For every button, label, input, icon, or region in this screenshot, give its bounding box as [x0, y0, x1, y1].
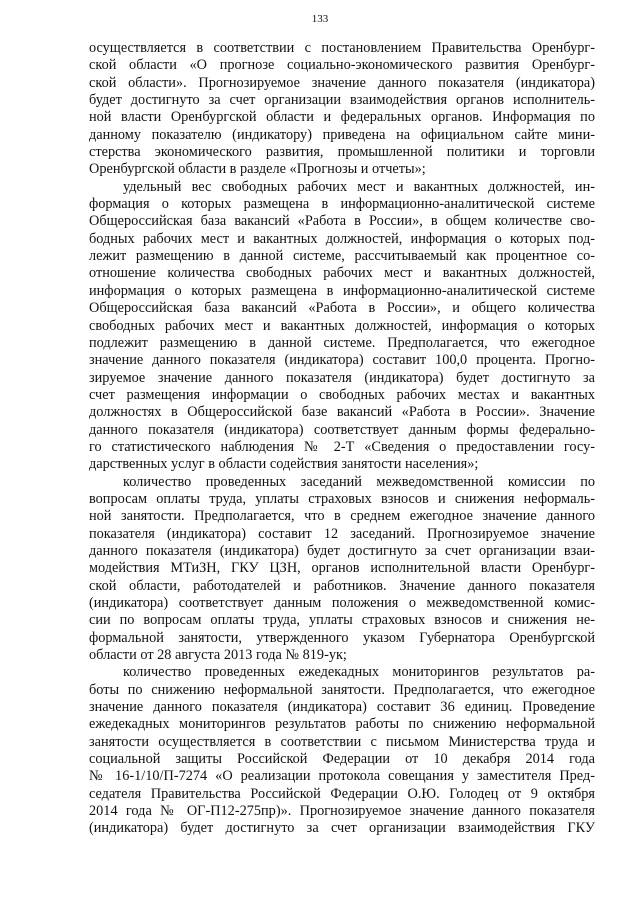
text-line: количество проведенных заседаний межведомственной комиссии по [123, 473, 595, 490]
text-line: счет размещения информации о свободных рабочих местах и вакантных [89, 386, 595, 403]
text-line: свободных рабочих мест и вакантных должностей, информация о которых [89, 317, 595, 334]
text-line: № 16-1/10/П-7274 «О реализации протокола совещания у заместителя Пред- [89, 768, 595, 785]
text-line: стерства экономического развития, промышленной политики и торговли [89, 144, 595, 161]
text-line: социальной защиты Российской Федерации от 10 декабря 2014 года [89, 751, 595, 768]
document-body [89, 40, 595, 838]
text-line: Общероссийская база вакансий «Работа в России», и общего количества [89, 300, 595, 317]
text-line: отношение количества свободных рабочих мест и вакантных должностей, [89, 265, 595, 282]
text-line: боты по снижению неформальной занятости. Предполагается, что ежегодное [89, 681, 595, 698]
text-line: формальной занятости, утвержденного указом Губернатора Оренбургской [89, 629, 595, 646]
text-line: ской области». Прогнозируемое значение данного показателя (индикатора) [89, 74, 595, 91]
text-line: ской области, работодателей и работников. Значение данного показателя [89, 577, 595, 594]
text-line: сии по вопросам оплаты труда, уплаты страховых взносов и снижения не- [89, 612, 595, 629]
text-line: зируемое значение данного показателя (индикатора) будет достигнуто за [89, 369, 595, 386]
text-line: 2014 года № ОГ-П12-275пр)». Прогнозируемое значение данного показателя [89, 803, 595, 820]
text-line: модействия МТиЗН, ГКУ ЦЗН, органов исполнительной власти Оренбург- [89, 560, 595, 577]
page-number: 133 [311, 13, 329, 25]
text-line: Общероссийская база вакансий «Работа в России», в общем количестве сво- [89, 213, 595, 230]
text-line: области от 28 августа 2013 года № 819-ук; [89, 647, 347, 664]
text-line: показателя (индикатора) составит 12 заседаний. Прогнозируемое значение [89, 525, 595, 542]
text-line: занятости осуществляется в соответствии с письмом Министерства труда и [89, 733, 595, 750]
text-line: ной власти Оренбургской области и федеральных органов. Информация по [89, 109, 595, 126]
text-line: должностях в Общероссийской базе вакансий «Работа в России». Значение [89, 404, 595, 421]
text-line: (индикатора) будет достигнуто за счет организации взаимодействия ГКУ [89, 820, 595, 837]
text-line: данному показателю (индикатору) приведена на официальном сайте мини- [89, 126, 595, 143]
text-line: данного показателя (индикатора) соответствует данным формы федерально- [89, 421, 595, 438]
text-line: седателя Правительства Российской Федерации О.Ю. Голодец от 9 октября [89, 785, 595, 802]
text-line: удельный вес свободных рабочих мест и вакантных должностей, ин- [123, 178, 595, 195]
text-line: лежит размещению в данной системе, рассчитываемый как процентное со- [89, 248, 595, 265]
text-line: ной занятости. Предполагается, что в среднем ежегодное значение данного [89, 508, 595, 525]
text-line: вопросам оплаты труда, уплаты страховых взносов и снижения неформаль- [89, 490, 595, 507]
text-line: подлежит размещению в данной системе. Предполагается, что ежегодное [89, 334, 595, 351]
text-line: Оренбургской области в разделе «Прогнозы и отчеты»; [89, 161, 426, 178]
text-line: го статистического наблюдения № 2-Т «Сведения о предоставлении госу- [89, 438, 595, 455]
text-line: осуществляется в соответствии с постановлением Правительства Оренбург- [89, 40, 595, 56]
text-line: значение данного показателя (индикатора) составит 100,0 процента. Прогно- [89, 352, 595, 369]
text-line: информация о которых размещена в информационно-аналитической системе [89, 282, 595, 299]
text-line: бодных рабочих мест и вакантных должностей, информация о которых под- [89, 230, 595, 247]
text-line: данного показателя (индикатора) будет достигнуто за счет организации взаи- [89, 542, 595, 559]
text-line: значение данного показателя (индикатора) составит 36 единиц. Проведение [89, 699, 595, 716]
text-line: (индикатора) соответствует данным положения о межведомственной комис- [89, 595, 595, 611]
text-line: будет достигнуто за счет организации взаимодействия органов исполнитель- [89, 92, 595, 109]
text-line: дарственных услуг в области содействия занятости населения»; [89, 456, 479, 473]
text-line: ской области «О прогнозе социально-экономического развития Оренбург- [89, 57, 595, 74]
text-line: ежедекадных мониторингов результатов работы по снижению неформальной [89, 716, 595, 733]
text-line: количество проведенных ежедекадных мониторингов результатов ра- [123, 664, 595, 681]
text-line: формация о которых размещена в информационно-аналитической системе [89, 196, 595, 213]
